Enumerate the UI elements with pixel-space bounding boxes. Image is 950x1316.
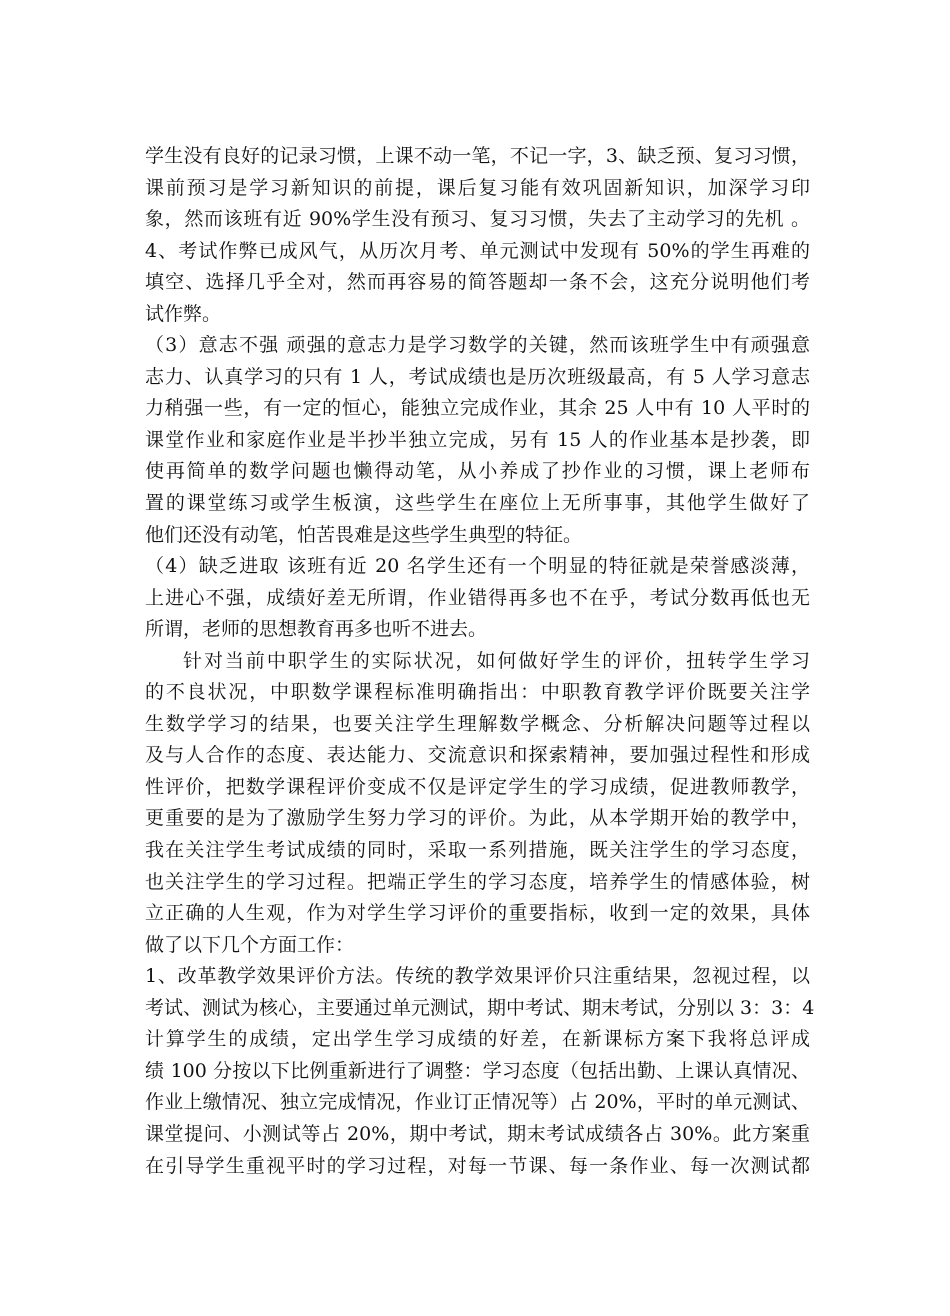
- text-line-9: 力稍强一些，有一定的恒心，能独立完成作业，其余 25 人中有 10 人平时的: [145, 397, 810, 420]
- text-line-25: 立正确的人生观，作为对学生学习评价的重要指标，收到一定的效果，具体: [145, 902, 810, 925]
- text-line-7: （3）意志不强 顽强的意志力是学习数学的关键，然而该班学生中有顽强意: [145, 334, 810, 357]
- text-line-16: 所谓，老师的思想教育再多也听不进去。: [145, 618, 488, 641]
- text-line-2: 课前预习是学习新知识的前提，课后复习能有效巩固新知识，加深学习印: [145, 176, 810, 199]
- text-line-20: 及与人合作的态度、表达能力、交流意识和探索精神，要加强过程性和形成: [145, 744, 810, 767]
- text-line-29: 计算学生的成绩，定出学生学习成绩的好差，在新课标方案下我将总评成: [145, 1028, 810, 1051]
- document-body: [145, 141, 815, 1182]
- text-line-18: 的不良状况，中职数学课程标准明确指出：中职教育教学评价既要关注学: [145, 681, 810, 704]
- text-line-3: 象，然而该班有近 90%学生没有预习、复习习惯，失去了主动学习的先机 。: [145, 208, 810, 231]
- text-line-17: 针对当前中职学生的实际状况，如何做好学生的评价，扭转学生学习: [183, 649, 810, 672]
- text-line-5: 填空、选择几乎全对，然而再容易的简答题却一条不会，这充分说明他们考: [145, 271, 810, 294]
- text-line-32: 课堂提问、小测试等占 20%，期中考试，期末考试成绩各占 30%。此方案重: [145, 1122, 810, 1145]
- text-line-13: 他们还没有动笔，怕苦畏难是这些学生典型的特征。: [145, 523, 583, 546]
- text-line-8: 志力、认真学习的只有 1 人，考试成绩也是历次班级最高，有 5 人学习意志: [145, 365, 810, 388]
- text-line-27: 1、改革教学效果评价方法。传统的教学效果评价只注重结果，忽视过程，以: [145, 965, 810, 988]
- text-line-15: 上进心不强，成绩好差无所谓，作业错得再多也不在乎，考试分数再低也无: [145, 586, 810, 609]
- text-line-19: 生数学学习的结果，也要关注学生理解数学概念、分析解决问题等过程以: [145, 712, 810, 735]
- text-line-23: 我在关注学生考试成绩的同时，采取一系列措施，既关注学生的学习态度，: [145, 839, 810, 862]
- text-line-21: 性评价，把数学课程评价变成不仅是评定学生的学习成绩，促进教师教学，: [145, 775, 810, 798]
- text-line-22: 更重要的是为了激励学生努力学习的评价。为此，从本学期开始的教学中，: [145, 807, 810, 830]
- text-line-6: 试作弊。: [145, 302, 222, 325]
- text-line-4: 4、考试作弊已成风气，从历次月考、单元测试中发现有 50%的学生再难的: [145, 239, 810, 262]
- text-line-10: 课堂作业和家庭作业是半抄半独立完成，另有 15 人的作业基本是抄袭，即: [145, 428, 810, 451]
- text-line-12: 置的课堂练习或学生板演，这些学生在座位上无所事事，其他学生做好了: [145, 492, 810, 515]
- text-line-1: 学生没有良好的记录习惯，上课不动一笔，不记一字，3、缺乏预、复习习惯，: [145, 145, 810, 167]
- text-line-33: 在引导学生重视平时的学习过程，对每一节课、每一条作业、每一次测试都: [145, 1154, 810, 1177]
- text-line-28: 考试、测试为核心，主要通过单元测试，期中考试、期末考试，分别以 3：3：4: [145, 996, 815, 1019]
- text-line-31: 作业上缴情况、独立完成情况，作业订正情况等）占 20%，平时的单元测试、: [145, 1091, 810, 1114]
- text-line-24: 也关注学生的学习过程。把端正学生的学习态度，培养学生的情感体验，树: [145, 870, 810, 893]
- text-line-30: 绩 100 分按以下比例重新进行了调整：学习态度（包括出勤、上课认真情况、: [145, 1059, 810, 1082]
- text-line-14: （4）缺乏进取 该班有近 20 名学生还有一个明显的特征就是荣誉感淡薄，: [145, 555, 810, 578]
- text-line-11: 使再简单的数学问题也懒得动笔，从小养成了抄作业的习惯，课上老师布: [145, 460, 810, 483]
- text-line-26: 做了以下几个方面工作：: [145, 933, 355, 956]
